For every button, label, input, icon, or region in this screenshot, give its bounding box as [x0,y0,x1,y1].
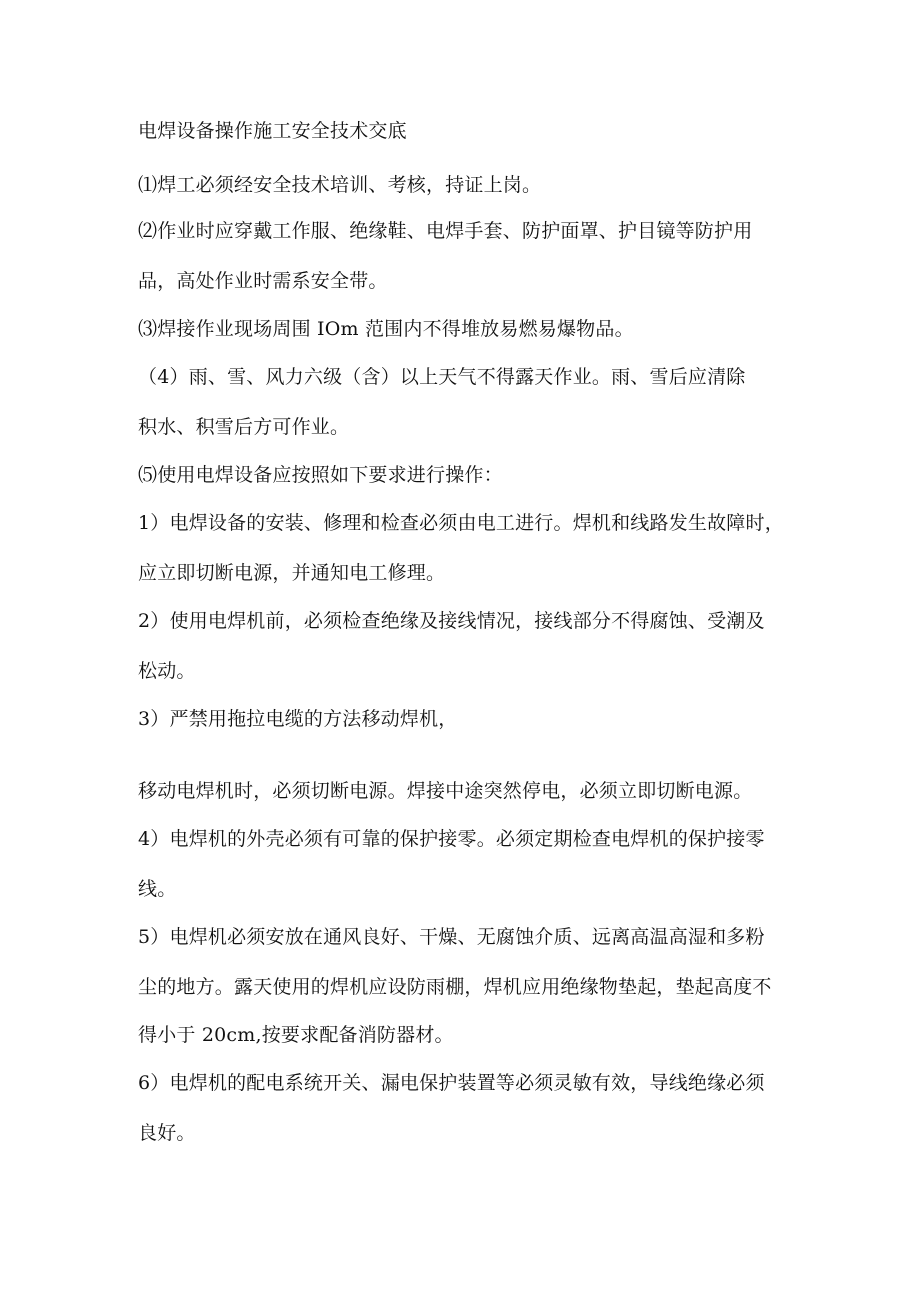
item-3-line-1: 3）严禁用拖拉电缆的方法移动焊机， [138,708,458,730]
paragraph-4-line-2: 积水、积雪后方可作业。 [138,416,350,438]
paragraph-2-line-1: ⑵作业时应穿戴工作服、绝缘鞋、电焊手套、防护面罩、护目镜等防护用 [138,220,753,242]
paragraph-2-line-2: 品，高处作业时需系安全带。 [138,270,388,292]
paragraph-5: ⑸使用电焊设备应按照如下要求进行操作： [138,464,503,486]
item-5-line-3: 得小于 20cm,按要求配备消防器材。 [138,1024,454,1046]
document-title: 电焊设备操作施工安全技术交底 [138,120,407,142]
item-4-line-2: 线。 [138,878,177,900]
item-2-line-1: 2）使用电焊机前，必须检查绝缘及接线情况，接线部分不得腐蚀、受潮及 [138,610,765,632]
item-6-line-2: 良好。 [138,1122,196,1144]
item-1-line-2: 应立即切断电源，并通知电工修理。 [138,562,446,584]
paragraph-1: ⑴焊工必须经安全技术培训、考核，持证上岗。 [138,174,542,196]
paragraph-4-line-1: （4）雨、雪、风力六级（含）以上天气不得露天作业。雨、雪后应清除 [138,366,746,388]
item-3-line-2: 移动电焊机时，必须切断电源。焊接中途突然停电，必须立即切断电源。 [138,780,753,802]
item-6-line-1: 6）电焊机的配电系统开关、漏电保护装置等必须灵敏有效，导线绝缘必须 [138,1072,765,1094]
item-5-line-2: 尘的地方。露天使用的焊机应设防雨棚，焊机应用绝缘物垫起，垫起高度不 [138,976,772,998]
item-1-line-1: 1）电焊设备的安装、修理和检查必须由电工进行。焊机和线路发生故障时， [138,512,784,534]
item-5-line-1: 5）电焊机必须安放在通风良好、干燥、无腐蚀介质、远离高温高湿和多粉 [138,926,765,948]
item-4-line-1: 4）电焊机的外壳必须有可靠的保护接零。必须定期检查电焊机的保护接零 [138,828,765,850]
item-2-line-2: 松动。 [138,660,196,682]
paragraph-3: ⑶焊接作业现场周围 IOm 范围内不得堆放易燃易爆物品。 [138,318,634,340]
